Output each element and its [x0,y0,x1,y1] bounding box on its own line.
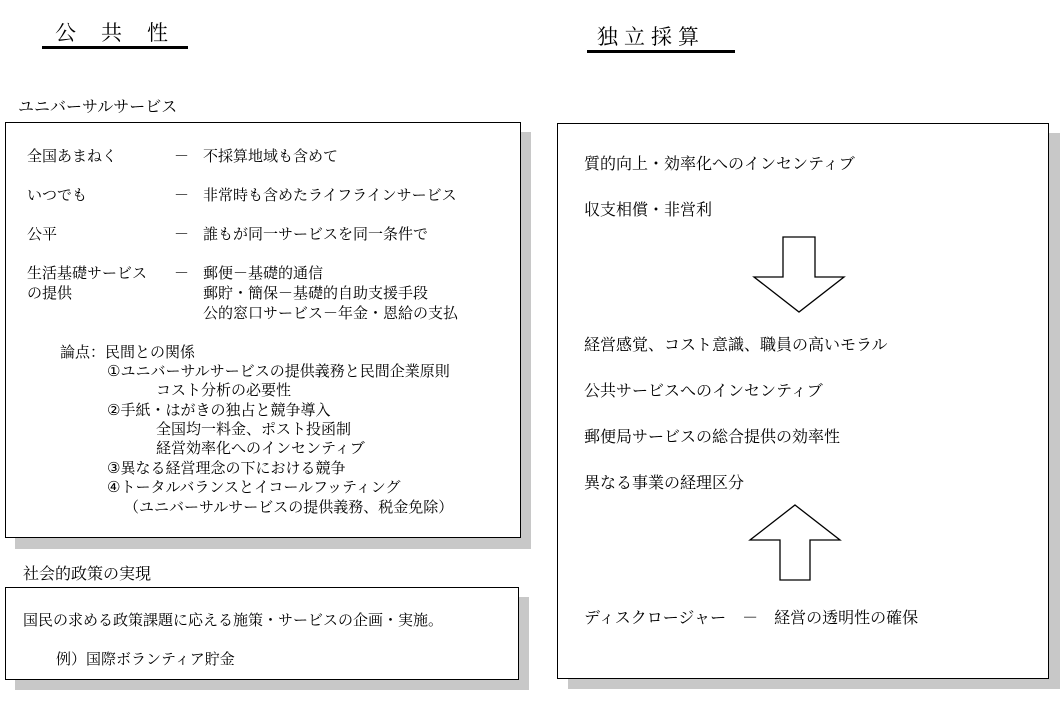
row-term: いつでも [27,186,88,204]
row-dash: － [174,147,190,165]
row-term: 公平 [27,225,58,243]
basic-desc-line: 郵便－基礎的通信 [203,264,324,282]
basic-desc-line: 公的窓口サービス－年金・恩給の支払 [203,304,459,322]
issues-label: 論点：民間との関係 [60,343,196,361]
row-desc: 誰もが同一サービスを同一条件で [203,225,429,243]
right-item: 経営感覚、コスト意識、職員の高いモラル [584,335,888,354]
social-policy-label: 社会的政策の実現 [23,564,152,583]
issue-item: 全国均一料金、ポスト投函制 [156,420,352,438]
left-title: 公 共 性 [55,21,170,45]
row-dash: － [174,225,190,243]
basic-term-line1: 生活基礎サービス [27,264,148,282]
independent-accounting-box [557,123,1049,679]
universal-service-label: ユニバーサルサービス [18,97,178,116]
row-desc: 不採算地域も含めて [203,147,339,165]
social-text: 国民の求める政策課題に応える施策・サービスの企画・実施。 [23,611,444,629]
social-policy-box [5,587,519,680]
right-item: 収支相償・非営利 [584,200,713,219]
down-arrow-icon [751,235,847,315]
right-item: 異なる事業の経理区分 [584,473,745,492]
basic-dash: － [174,264,190,282]
basic-desc-line: 郵貯・簡保－基礎的自助支援手段 [203,284,429,302]
issue-item: 経営効率化へのインセンティブ [156,439,365,457]
social-example: 例）国際ボランティア貯金 [56,650,235,668]
right-item: ディスクロージャー － 経営の透明性の確保 [584,608,919,627]
issue-item: コスト分析の必要性 [156,381,292,399]
right-title: 独立採算 [597,25,705,49]
basic-term-line2: の提供 [27,284,73,302]
row-term: 全国あまねく [27,147,118,165]
right-item: 質的向上・効率化へのインセンティブ [584,154,855,173]
row-dash: － [174,186,190,204]
left-title-underline [42,46,188,49]
right-item: 公共サービスへのインセンティブ [584,381,823,400]
row-desc: 非常時も含めたライフラインサービス [203,186,457,204]
right-item: 郵便局サービスの総合提供の効率性 [584,427,841,446]
issue-item: ④トータルバランスとイコールフッティング [107,478,401,496]
right-title-underline [587,50,735,53]
issue-item: ②手紙・はがきの独占と競争導入 [107,401,331,419]
issue-item: ③異なる経営理念の下における競争 [107,459,346,477]
universal-service-box [5,122,521,538]
issue-item: ①ユニバーサルサービスの提供義務と民間企業原則 [107,362,450,380]
issue-item: （ユニバーサルサービスの提供義務、税金免除） [124,498,454,516]
up-arrow-icon [747,503,843,583]
